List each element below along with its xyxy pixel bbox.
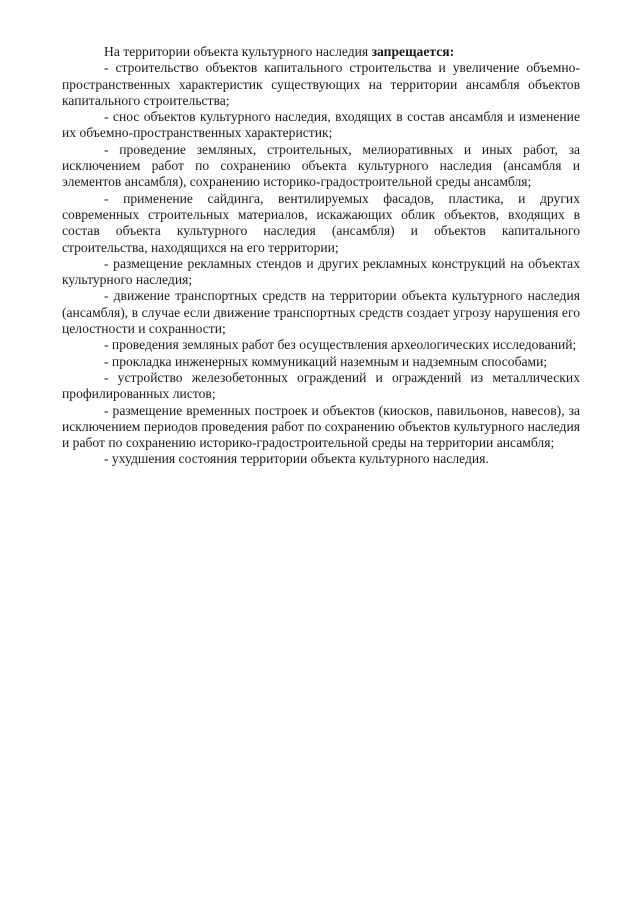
intro-text: На территории объекта культурного наследия xyxy=(104,44,372,59)
restriction-item-advertising: - размещение рекламных стендов и других рекламных конструкций на объектах культурного наследия; xyxy=(62,255,580,288)
restriction-item-materials: - применение сайдинга, вентилируемых фасадов, пластика, и других современных строительных материалов, искажающих облик объектов, входящих в состав объекта культурного наследия (ансамбля) и объектов капитального строительства, находящихся на его территории; xyxy=(62,190,580,255)
intro-emphasis: запрещается: xyxy=(371,44,455,59)
intro-paragraph xyxy=(62,44,580,60)
restriction-item-temporary-buildings: - размещение временных построек и объектов (киосков, павильонов, навесов), за исключением периодов проведения работ по сохранению объектов культурного наследия и работ по сохранению историко-градостроительной среды на территории ансамбля; xyxy=(62,402,580,451)
restriction-item-deterioration: - ухудшения состояния территории объекта культурного наследия. xyxy=(104,451,489,467)
document-page xyxy=(62,44,580,468)
restriction-item-earthworks: - проведение земляных, строительных, мелиоративных и иных работ, за исключением работ по сохранению объекта культурного наследия (ансамбля и элементов ансамбля), сохранению историко-градостроительной среды ансамбля; xyxy=(62,141,580,190)
restriction-item-traffic: - движение транспортных средств на территории объекта культурного наследия (ансамбля), в случае если движение транспортных средств создает угрозу нарушения его целостности и сохранности; xyxy=(62,288,580,337)
restriction-item-fences: - устройство железобетонных ограждений и ограждений из металлических профилированных листов; xyxy=(62,369,580,402)
restriction-item-demolition: - снос объектов культурного наследия, входящих в состав ансамбля и изменение их объемно-пространственных характеристик; xyxy=(62,109,580,141)
restriction-item-archaeology: - проведения земляных работ без осуществления археологических исследований; xyxy=(104,337,577,353)
restriction-item-construction: - строительство объектов капитального строительства и увеличение объемно-пространственных характеристик существующих на территории ансамбля объектов капитального строительства; xyxy=(62,60,580,108)
restriction-item-utilities: - прокладка инженерных коммуникаций наземным и надземным способами; xyxy=(104,353,548,369)
